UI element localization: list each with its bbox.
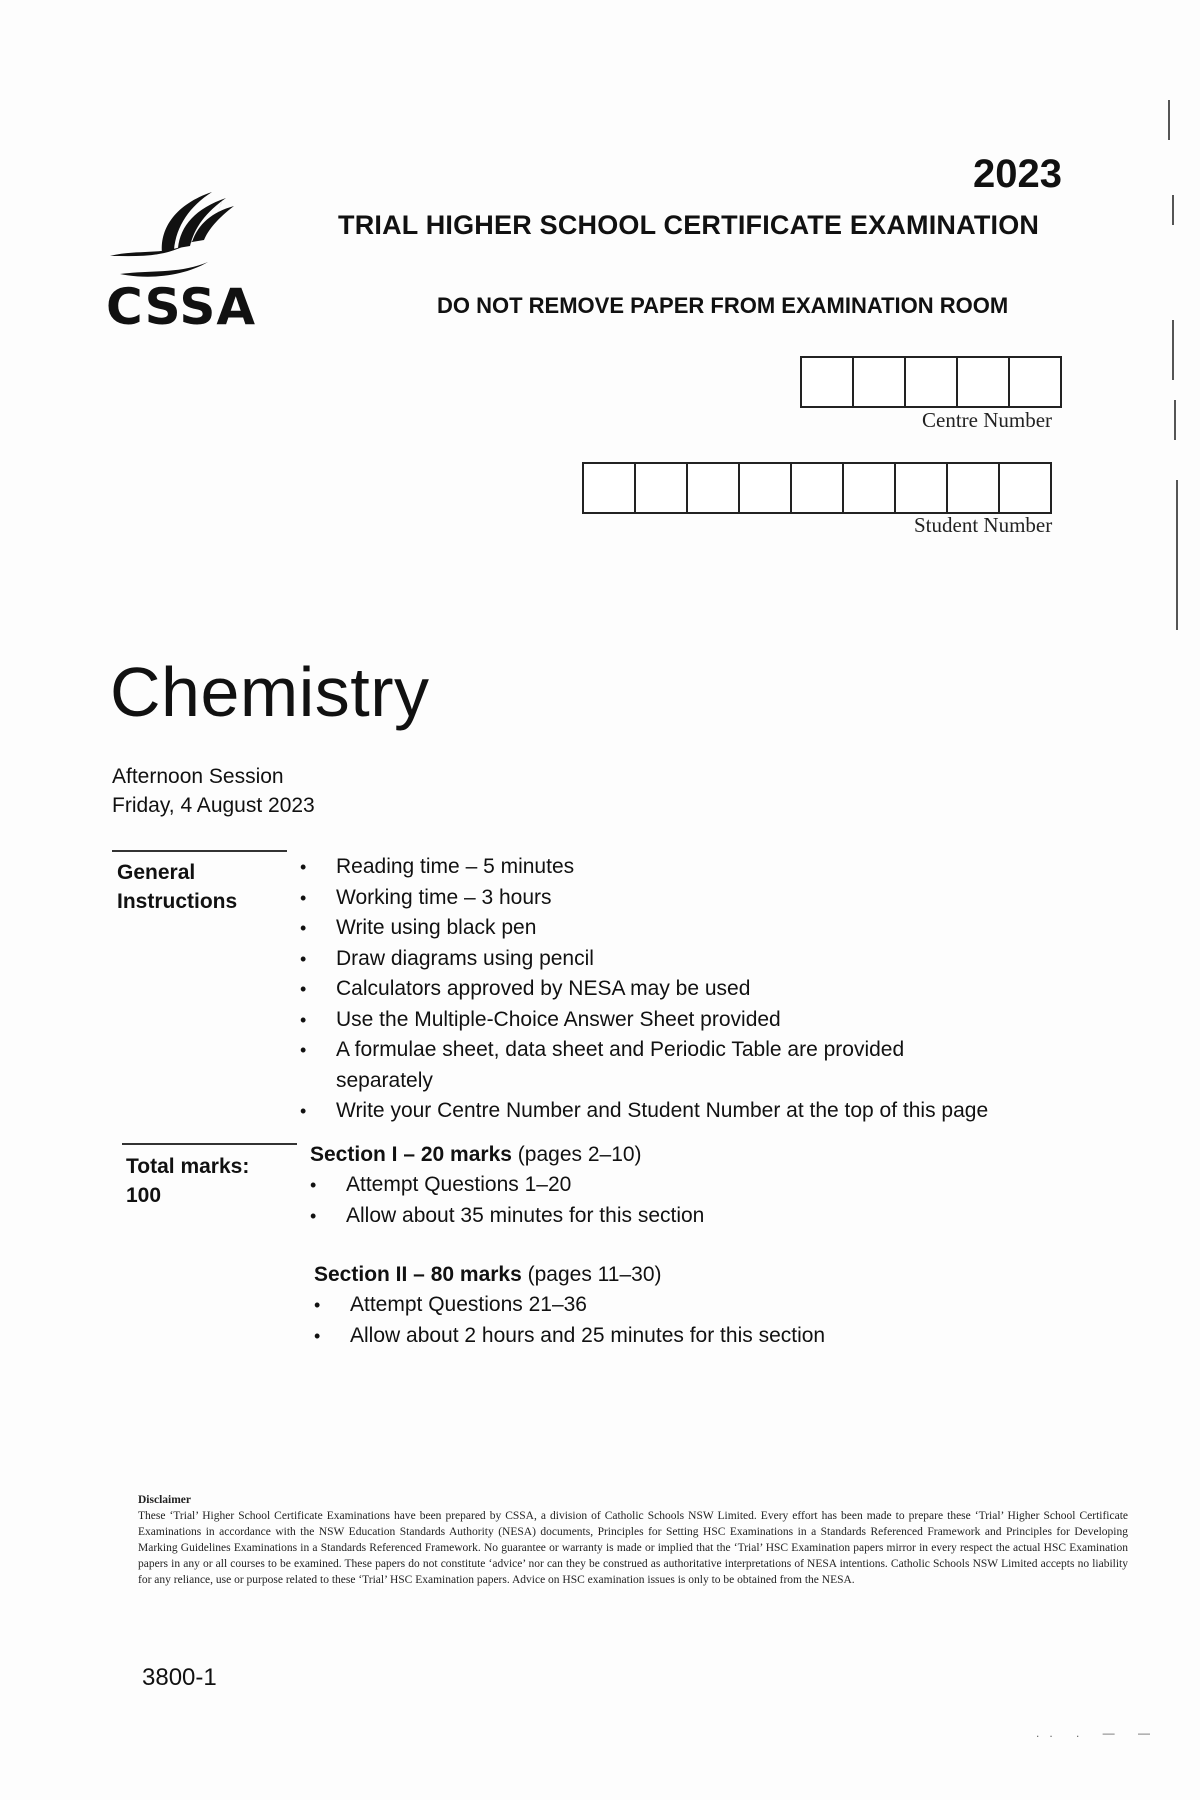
section-two-list — [314, 1290, 1014, 1351]
scan-specks: .. . — — — [1035, 1726, 1160, 1740]
section-one-list — [310, 1170, 1010, 1231]
heading-line: Instructions — [117, 890, 238, 913]
scan-edge-mark — [1176, 480, 1178, 630]
total-marks-heading — [126, 1152, 249, 1210]
section-heading: Section II – 80 marks — [314, 1263, 522, 1286]
session-name: Afternoon Session — [112, 765, 284, 788]
divider — [112, 850, 287, 852]
general-instructions-list — [300, 852, 1120, 1127]
student-number-digit-box[interactable] — [634, 462, 688, 514]
centre-number-label: Centre Number — [922, 408, 1053, 432]
list-item: • Use the Multiple-Choice Answer Sheet provided — [300, 1005, 1120, 1036]
divider — [122, 1143, 297, 1145]
student-number-digit-box[interactable] — [842, 462, 896, 514]
centre-number-boxes[interactable] — [800, 356, 1060, 408]
student-number-digit-box[interactable] — [582, 462, 636, 514]
heading-line: 100 — [126, 1184, 162, 1207]
cssa-swoosh-icon — [100, 178, 250, 288]
list-item: • Draw diagrams using pencil — [300, 944, 1120, 975]
list-item: • Write using black pen — [300, 913, 1120, 944]
list-item: • Allow about 2 hours and 25 minutes for this section — [314, 1321, 1014, 1352]
list-item: • Reading time – 5 minutes — [300, 852, 1120, 883]
student-number-boxes[interactable] — [582, 462, 1050, 514]
section-heading: Section I – 20 marks — [310, 1143, 512, 1166]
student-number-digit-box[interactable] — [790, 462, 844, 514]
paper-code: 3800-1 — [142, 1664, 217, 1691]
subject-title: Chemistry — [110, 653, 430, 731]
heading-line: Total marks: — [126, 1155, 250, 1178]
heading-line: General — [117, 861, 196, 884]
centre-number-digit-box[interactable] — [1008, 356, 1062, 408]
list-item: • Write your Centre Number and Student Number at the top of this page — [300, 1096, 1120, 1127]
room-notice: DO NOT REMOVE PAPER FROM EXAMINATION ROOM — [437, 293, 1009, 318]
student-number-digit-box[interactable] — [894, 462, 948, 514]
centre-number-digit-box[interactable] — [852, 356, 906, 408]
disclaimer-text: These ‘Trial’ Higher School Certificate Examinations have been prepared by CSSA, a division of Catholic Schools NSW Limited. Every effort has been made to prepare these ‘Trial’ Higher School Certificate Examinations in accordance with the NSW Education Standards Authority (NESA) documents, Principles for Setting HSC Examinations in a Standards Referenced Framework and Principles for Developing Marking Guidelines Examinations in a Standards Referenced Framework. No guarantee or warranty is made or implied that the ‘Trial’ HSC Examination papers mirror in every respect the actual HSC Examination papers in any or all courses to be examined. These papers do not constitute ‘advice’ nor can they be construed as authoritative interpretations of NESA intentions. Catholic Schools NSW Limited accepts no liability for any reliance, use or purpose related to these ‘Trial’ HSC Examination papers. Advice on HSC examination issues is only to be obtained from the NESA. — [138, 1510, 1128, 1586]
section-title — [310, 1140, 1010, 1170]
disclaimer-title: Disclaimer — [138, 1494, 192, 1506]
student-number-digit-box[interactable] — [686, 462, 740, 514]
list-item: • Allow about 35 minutes for this section — [310, 1201, 1010, 1232]
student-number-digit-box[interactable] — [998, 462, 1052, 514]
disclaimer — [138, 1492, 1128, 1588]
scan-edge-mark — [1174, 400, 1176, 440]
student-number-label: Student Number — [914, 513, 1053, 537]
scan-edge-mark — [1168, 100, 1170, 140]
exam-title: TRIAL HIGHER SCHOOL CERTIFICATE EXAMINATION — [338, 210, 1040, 240]
centre-number-digit-box[interactable] — [800, 356, 854, 408]
scan-edge-mark — [1172, 320, 1174, 380]
exam-year: 2023 — [973, 152, 1062, 196]
session-info — [112, 762, 315, 820]
scan-edge-mark — [1172, 195, 1174, 225]
centre-number-digit-box[interactable] — [904, 356, 958, 408]
section-pages: (pages 11–30) — [527, 1263, 662, 1286]
logo-text: CSSA — [106, 278, 257, 336]
list-item: • Working time – 3 hours — [300, 883, 1120, 914]
section-one — [310, 1140, 1010, 1231]
list-item: • Attempt Questions 1–20 — [310, 1170, 1010, 1201]
list-item: • Attempt Questions 21–36 — [314, 1290, 1014, 1321]
student-number-digit-box[interactable] — [738, 462, 792, 514]
section-two — [314, 1260, 1014, 1351]
exam-date: Friday, 4 August 2023 — [112, 794, 315, 817]
section-title — [314, 1260, 1014, 1290]
student-number-digit-box[interactable] — [946, 462, 1000, 514]
section-pages: (pages 2–10) — [517, 1143, 642, 1166]
centre-number-digit-box[interactable] — [956, 356, 1010, 408]
list-item: • Calculators approved by NESA may be used — [300, 974, 1120, 1005]
list-item: • A formulae sheet, data sheet and Periodic Table are provided separately — [300, 1035, 956, 1096]
general-instructions-heading — [117, 858, 237, 916]
